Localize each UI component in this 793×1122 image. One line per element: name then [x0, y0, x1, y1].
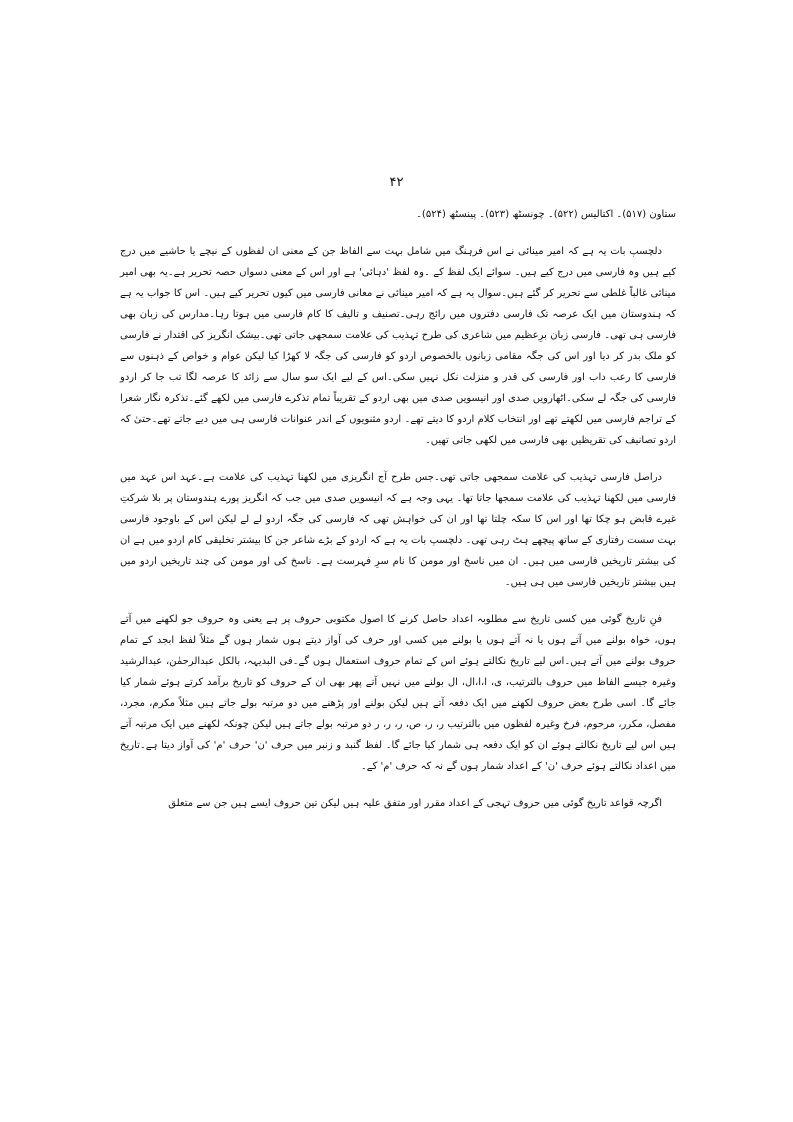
paragraph: دلچسپ بات یہ ہے کہ امیر مینائی نے اس فرہنگ میں شامل بہت سے الفاظ جن کے معنی ان لفظوں کے نیچے یا حاشیے میں درج کیے ہیں وہ فارسی میں درج کیے ہیں۔ سوائے ایک لفظ کے ۔وہ لفظ 'دہائی' ہے اور اس کے معنی دسواں حصہ تحریر ہے۔یہ بھی امیر مینائی غالباً غلطی سے تحریر کر گئے ہیں۔سوال یہ ہے کہ امیر مینائی نے معانی فارسی میں کیوں تحریر کیے ہیں۔ اس کا جواب یہ ہے کہ ہندوستان میں ایک عرصہ تک فارسی دفتروں میں رائج رہی۔تصنیف و تالیف کا کام فارسی میں ہوتا رہا۔مدارس کی زبان بھی فارسی ہی تھی۔ فارسی زبان برِعظیم میں شاعری کی طرح تہذیب کی علامت سمجھی جاتی تھی۔بیشک انگریز کی اقتدار نے فارسی کو ملک بدر کر دیا اور اس کی جگہ مقامی زبانوں بالخصوص اردو کو فارسی کی جگہ لا کھڑا کیا لیکن عوام و خواص کے ذہنوں سے فارسی کا رعب داب اور فارسی کی قدر و منزلت نکل نہیں سکی۔اس کے لیے ایک سو سال سے زائد کا عرصہ لگا تب جا کر اردو فارسی کی جگہ لے سکی۔اٹھارویں صدی اور انیسویں صدی میں بھی اردو کے تقریباً تمام تذکرے فارسی میں لکھے گئے۔تذکرہ نگار شعرا کے تراجم فارسی میں لکھتے تھے اور انتخاب کلام اردو کا دیتے تھے۔ اردو مثنویوں کے اندر عنوانات فارسی ہی میں دیے جاتے تھے۔حتیٰ کہ اردو تصانیف کی تقریظیں بھی فارسی میں لکھی جاتی تھیں۔	[120, 246, 676, 446]
paragraph: اگرچہ قواعد تاریخ گوئی میں حروف تہجی کے اعداد مقرر اور متفق علیہ ہیں لیکن تین حروف ایسے ہیں جن سے متعلق	[168, 798, 662, 809]
paragraph-continuation: ستاون (۵۱۷)۔ اکتالیس (۵۲۲)۔ چونسٹھ (۵۲۳)۔ پینسٹھ (۵۲۴)۔	[416, 209, 676, 220]
paragraph: فنِ تاریخ گوئی میں کسی تاریخ سے مطلوبہ اعداد حاصل کرنے کا اصول مکتوبی حروف پر ہے یعنی وہ حروف جو لکھنے میں آتے ہوں، خواہ بولنے میں آتے ہوں یا نہ آتے ہوں یا بولنے میں کسی اور حرف کی آواز دیتے ہوں شمار ہوں گے مثلاً لفظ ابجد کے تمام حروف بولنے میں آتے ہیں۔اس لیے تاریخ نکالتے ہوئے اس کے تمام حروف استعمال ہوں گے۔فی البدیہہ، بالکل عبدالرحمٰن، عبدالرشید وغیرہ جیسے الفاظ میں حروف بالترتیب، ی، ا،ا،ال، ال بولنے میں نہیں آتے پھر بھی ان کے حروف کو تاریخ برآمد کرتے ہوئے شمار کیا جائے گا۔ اسی طرح بعض حروف لکھنے میں ایک دفعہ آتے ہیں لیکن بولنے اور پڑھنے میں دو مرتبہ بولے جاتے ہیں مثلاً مکرم، مجرد، مفصل، مکرر، مرحوم، فرخ وغیرہ لفظوں میں بالترتیب ر، ر، ص، ر، ر، ر دو مرتبہ بولے جاتے ہیں لیکن چونکہ لکھنے میں ایک مرتبہ آتے ہیں اس لیے تاریخ نکالتے ہوئے ان کو ایک دفعہ ہی شمار کیا جائے گا۔ لفظ گنبد و زنبر میں حرف 'ن' حرف 'م' کی آواز دیتا ہے۔تاریخ میں اعداد نکالتے ہوئے حرف 'ن' کے اعداد شمار ہوں گے نہ کہ حرف 'م' کے۔	[120, 614, 676, 772]
page-number: ۴۲	[389, 175, 404, 190]
paragraph: دراصل فارسی تہذیب کی علامت سمجھی جاتی تھی۔جس طرح آج انگریزی میں لکھنا تہذیب کی علامت ہے۔عہد اس عہد میں فارسی میں لکھنا تہذیب کی علامت سمجھا جاتا تھا۔ یہی وجہ ہے کہ انیسویں صدی میں جب کہ انگریز پورے ہندوستان پر بلا شرکتِ غیرے قابض ہو چکا تھا اور اس کا سکہ چلتا تھا اور ان کی خواہش تھی کہ فارسی کی جگہ اردو لے لے لیکن اس کے باوجود فارسی بہت سست رفتاری کے ساتھ پیچھے ہٹ رہی تھی۔ دلچسپ بات یہ ہے کہ اردو کے بڑے شاعر جن کا بیشتر تخلیقی کام اردو میں ہے ان کی بیشتر تاریخیں فارسی میں ہیں۔ ان میں ناسخ اور مومن کا نام سرِ فہرست ہے۔ ناسخ کی اور مومن کی چند تاریخیں اردو میں ہیں بیشتر تاریخیں فارسی میں ہی ہیں۔	[120, 472, 676, 588]
document-body	[120, 204, 676, 814]
